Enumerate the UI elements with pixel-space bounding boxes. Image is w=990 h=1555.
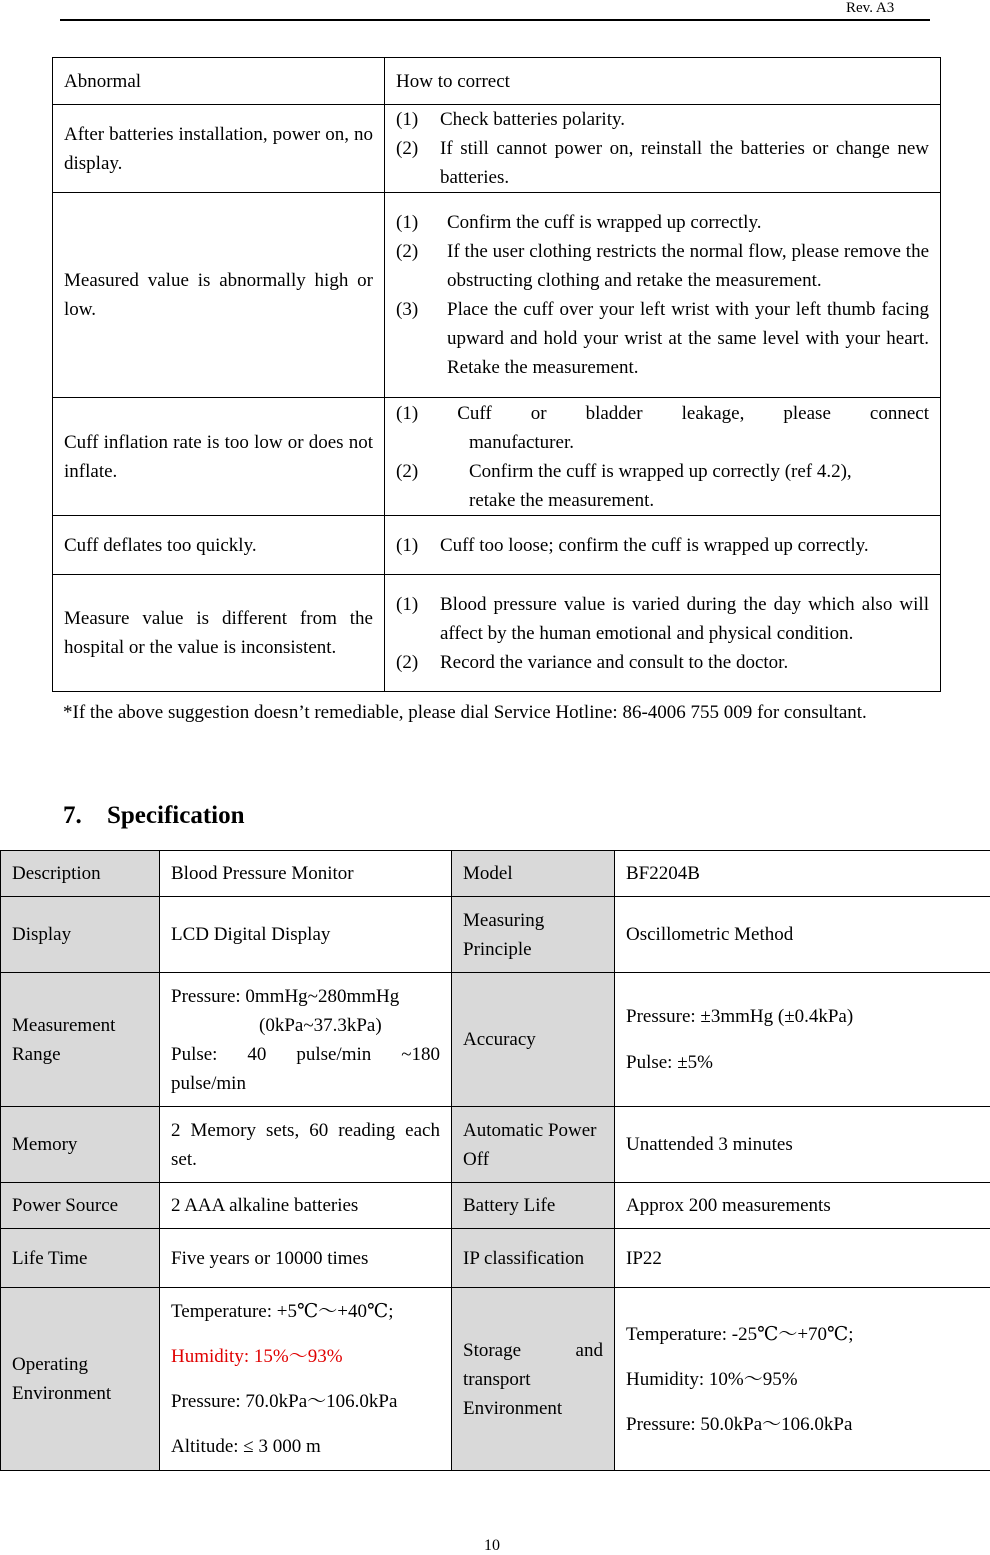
spec-value: Temperature: -25℃～+70℃; Humidity: 10%～95% Pressure: 50.0kPa～106.0kPa <box>615 1288 990 1471</box>
spec-value: Unattended 3 minutes <box>615 1107 990 1183</box>
spec-label: Measuring Principle <box>452 897 615 973</box>
spec-row <box>1 897 990 973</box>
spec-label: Measurement Range <box>1 973 160 1107</box>
fix-item: (1) Cuff too loose; confirm the cuff is wrapped up correctly. <box>396 531 929 560</box>
table-row <box>53 105 941 193</box>
fix-item: (1) Confirm the cuff is wrapped up correctly. <box>396 208 929 237</box>
spec-label: Operating Environment <box>1 1288 160 1471</box>
header-how-to-correct: How to correct <box>385 58 941 105</box>
spec-row <box>1 973 990 1107</box>
spec-label: Storage and transport Environment <box>452 1288 615 1471</box>
spec-value: LCD Digital Display <box>160 897 452 973</box>
spec-label: IP classification <box>452 1229 615 1288</box>
spec-label: Accuracy <box>452 973 615 1107</box>
spec-row <box>1 1288 990 1471</box>
fix-item: (1) Check batteries polarity. <box>396 105 929 134</box>
table-row <box>53 398 941 516</box>
spec-label: Power Source <box>1 1183 160 1229</box>
abnormal-cell: After batteries installation, power on, no display. <box>53 105 385 193</box>
fix-item: (2) Record the variance and consult to the doctor. <box>396 648 929 677</box>
table-row <box>53 516 941 575</box>
spec-label: Automatic Power Off <box>452 1107 615 1183</box>
table-row <box>53 193 941 398</box>
spec-value: Blood Pressure Monitor <box>160 851 452 897</box>
spec-value: IP22 <box>615 1229 990 1288</box>
operating-humidity: Humidity: 15%～93% <box>171 1334 440 1379</box>
section-title: Specification <box>107 802 245 829</box>
table-header-row <box>53 58 941 105</box>
abnormal-cell: Measure value is different from the hospital or the value is inconsistent. <box>53 575 385 692</box>
fix-cell <box>385 516 941 575</box>
table-row <box>53 575 941 692</box>
spec-value: Approx 200 measurements <box>615 1183 990 1229</box>
troubleshooting-table <box>52 57 941 692</box>
abnormal-cell: Cuff deflates too quickly. <box>53 516 385 575</box>
spec-value: Oscillometric Method <box>615 897 990 973</box>
fix-item: (3) Place the cuff over your left wrist with your left thumb facing upward and hold your wrist at the same level with your heart. Retake the measurement. <box>396 295 929 382</box>
header-abnormal: Abnormal <box>53 58 385 105</box>
spec-label: Description <box>1 851 160 897</box>
spec-label: Model <box>452 851 615 897</box>
fix-item: (1) Cuff or bladder leakage, please connect manufacturer. <box>396 399 929 457</box>
fix-item: (2) If the user clothing restricts the normal flow, please remove the obstructing clothing and retake the measurement. <box>396 237 929 295</box>
specification-table <box>0 850 990 1471</box>
page-number: 10 <box>484 1537 500 1555</box>
fix-item: (2) Confirm the cuff is wrapped up correctly (ref 4.2), retake the measurement. <box>396 457 929 515</box>
abnormal-cell: Cuff inflation rate is too low or does not inflate. <box>53 398 385 516</box>
fix-cell <box>385 398 941 516</box>
service-hotline-note: *If the above suggestion doesn’t remediable, please dial Service Hotline: 86-4006 755 009 for consultant. <box>63 696 923 730</box>
spec-value: BF2204B <box>615 851 990 897</box>
spec-value: Temperature: +5℃～+40℃; Humidity: 15%～93% Pressure: 70.0kPa～106.0kPa Altitude: ≤ 3 000 m <box>160 1288 452 1471</box>
spec-value: Pressure: 0mmHg~280mmHg (0kPa~37.3kPa) Pulse: 40 pulse/min ~180 pulse/min <box>160 973 452 1107</box>
spec-value: Five years or 10000 times <box>160 1229 452 1288</box>
spec-label: Life Time <box>1 1229 160 1288</box>
spec-value: Pressure: ±3mmHg (±0.4kPa) Pulse: ±5% <box>615 973 990 1107</box>
spec-row <box>1 1107 990 1183</box>
abnormal-cell: Measured value is abnormally high or low. <box>53 193 385 398</box>
revision-label: Rev. A3 <box>846 0 894 17</box>
spec-row <box>1 851 990 897</box>
spec-value: 2 AAA alkaline batteries <box>160 1183 452 1229</box>
fix-item: (2) If still cannot power on, reinstall the batteries or change new batteries. <box>396 134 929 192</box>
fix-item: (1) Blood pressure value is varied during the day which also will affect by the human emotional and physical condition. <box>396 590 929 648</box>
spec-label: Memory <box>1 1107 160 1183</box>
spec-row <box>1 1183 990 1229</box>
spec-value: 2 Memory sets, 60 reading each set. <box>160 1107 452 1183</box>
spec-label: Display <box>1 897 160 973</box>
fix-cell <box>385 193 941 398</box>
fix-cell <box>385 575 941 692</box>
fix-cell <box>385 105 941 193</box>
header-rule <box>60 19 930 21</box>
section-heading: 7. Specification <box>63 802 245 830</box>
spec-label: Battery Life <box>452 1183 615 1229</box>
spec-row <box>1 1229 990 1288</box>
